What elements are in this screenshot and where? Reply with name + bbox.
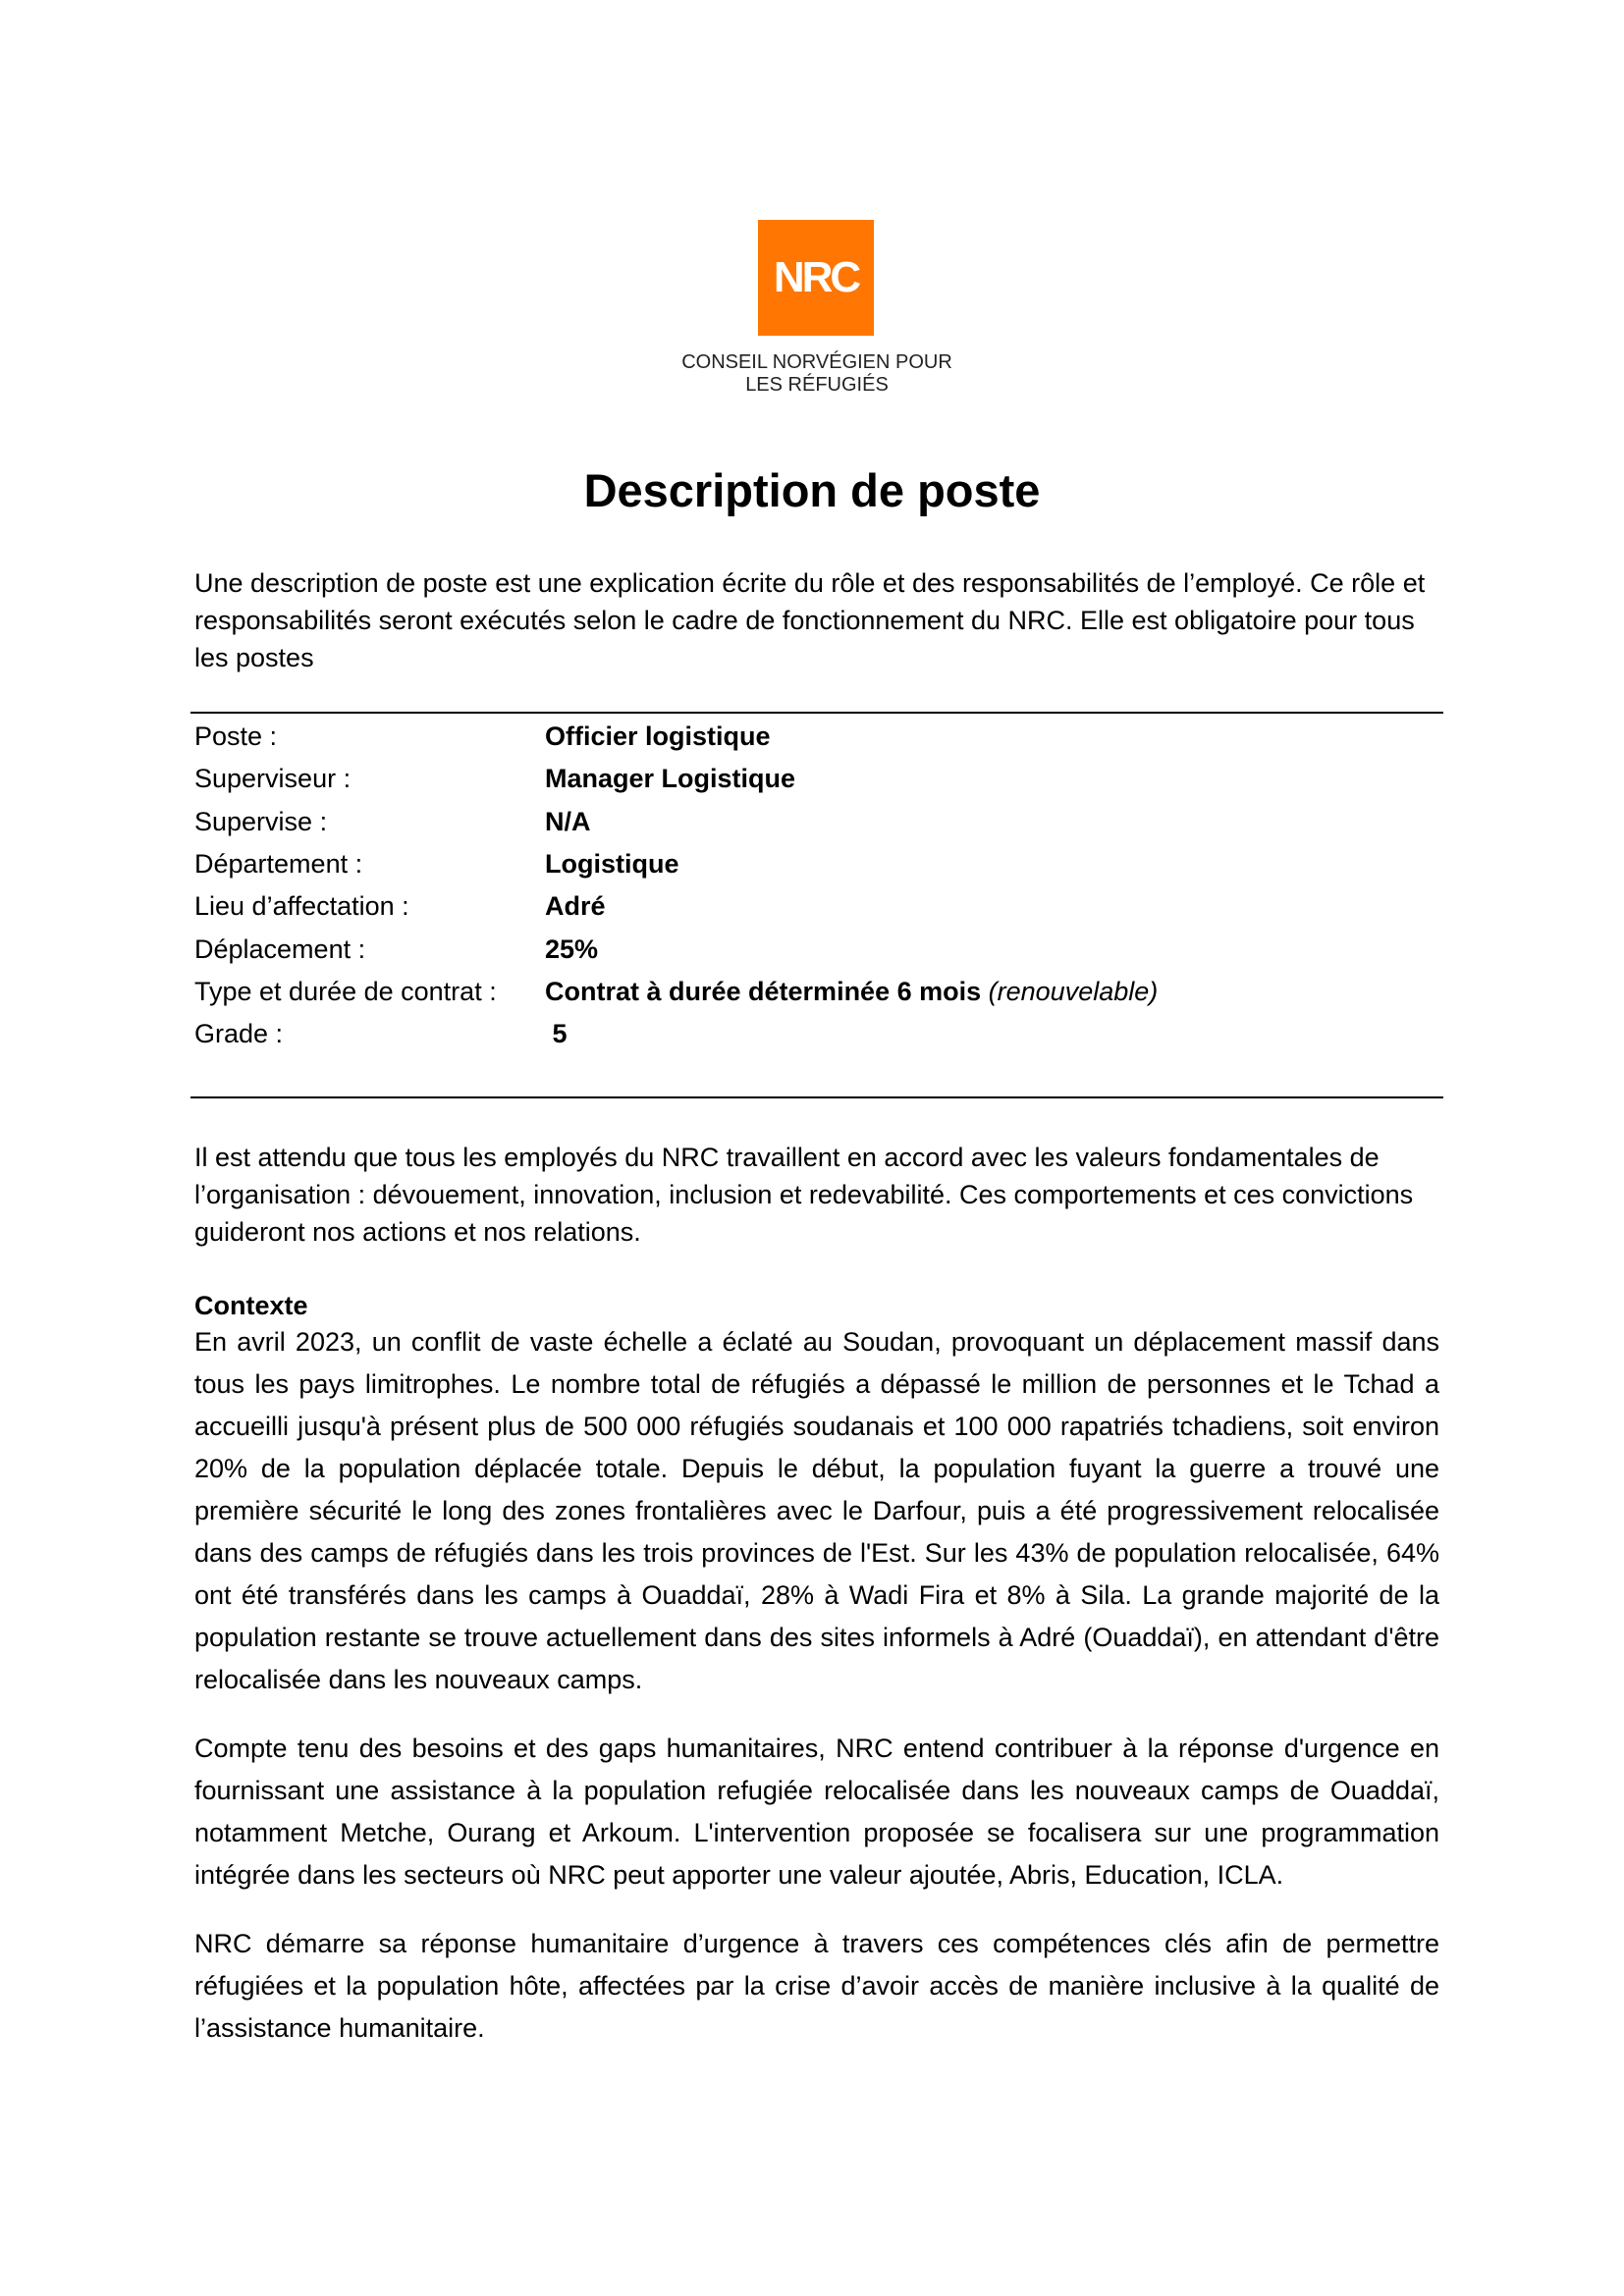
intro-paragraph: Une description de poste est une explication écrite du rôle et des responsabilités de l’employé. Ce rôle et responsabilités seront exécutés selon le cadre de fonctionnement du NRC. Elle est obligatoire pour tous les postes xyxy=(194,568,1426,672)
nrc-logo-text: NRC xyxy=(773,253,859,301)
nrc-logo xyxy=(758,220,874,336)
job-info-label: Déplacement : xyxy=(194,934,366,964)
divider-bottom xyxy=(190,1096,1443,1098)
contract-renewable-note: (renouvelable) xyxy=(988,976,1159,1006)
job-info-value: 25% xyxy=(545,934,599,964)
job-info-value: Adré xyxy=(545,891,606,922)
job-info-row-departement xyxy=(194,843,1441,885)
job-info-value: Logistique xyxy=(545,849,679,880)
job-info-row-deplacement xyxy=(194,928,1441,970)
job-info-value: Officier logistique xyxy=(545,721,771,752)
context-paragraph: Compte tenu des besoins et des gaps humanitaires, NRC entend contribuer à la réponse d'urgence en fournissant une assistance à la population refugiée relocalisée dans les nouveaux camps de Ouaddaï, notamment Metche, Ourang et Arkoum. L'intervention proposée se focalisera sur une programmation intégrée dans les secteurs où NRC peut apporter une valeur ajoutée, Abris, Education, ICLA. xyxy=(194,1734,1439,1890)
organization-name-line2: LES RÉFUGIÉS xyxy=(745,374,889,396)
organization-name-line1: CONSEIL NORVÉGIEN POUR xyxy=(681,351,952,373)
context-paragraph: En avril 2023, un conflit de vaste échelle a éclaté au Soudan, provoquant un déplacement massif dans tous les pays limitrophes. Le nombre total de réfugiés a dépassé le million de personnes et le Tchad a accueilli jusqu'à présent plus de 500 000 réfugiés soudanais et 100 000 rapatriés tchadiens, soit environ 20% de la population déplacée totale. Depuis le début, la population fuyant la guerre a trouvé une première sécurité le long des zones frontalières avec le Darfour, puis a été progressivement relocalisée dans des camps de réfugiés dans les trois provinces de l'Est. Sur les 43% de population relocalisée, 64% ont été transférés dans les camps à Ouaddaï, 28% à Wadi Fira et 8% à Sila. La grande majorité de la population restante se trouve actuellement dans des sites informels à Adré (Ouaddaï), en attendant d'être relocalisée dans les nouveaux camps. xyxy=(194,1327,1439,1694)
job-info-value xyxy=(545,977,1158,1007)
job-info-label: Superviseur : xyxy=(194,764,352,794)
page-title: Description de poste xyxy=(583,464,1041,516)
job-info-value: Manager Logistique xyxy=(545,764,796,794)
job-info-value: 5 xyxy=(545,1019,568,1049)
organization-name xyxy=(616,351,1018,397)
job-info-label: Supervise : xyxy=(194,806,328,836)
values-paragraph: Il est attendu que tous les employés du NRC travaillent en accord avec les valeurs fondamentales de l’organisation : dévouement, innovation, inclusion et redevabilité. Ces comportements et ces convictions guideront nos actions et nos relations. xyxy=(194,1143,1414,1247)
divider-top xyxy=(190,712,1443,714)
section-heading-contexte: Contexte xyxy=(194,1291,308,1320)
job-info-label: Type et durée de contrat : xyxy=(194,976,497,1006)
contract-type-value: Contrat à durée déterminée 6 mois xyxy=(545,976,982,1006)
job-info-label: Département : xyxy=(194,849,363,880)
job-info-label: Lieu d’affectation : xyxy=(194,891,409,922)
job-info-row-supervise xyxy=(194,801,1441,843)
job-info-row-poste xyxy=(194,716,1441,758)
job-info-label: Grade : xyxy=(194,1019,284,1049)
job-info-table xyxy=(194,716,1441,1055)
job-info-value: N/A xyxy=(545,806,591,836)
job-info-row-lieu xyxy=(194,885,1441,928)
job-info-row-grade xyxy=(194,1013,1441,1055)
job-info-label: Poste : xyxy=(194,721,278,752)
job-info-row-superviseur xyxy=(194,758,1441,800)
context-paragraph: NRC démarre sa réponse humanitaire d’urgence à travers ces compétences clés afin de permettre réfugiées et la population hôte, affectées par la crise d’avoir accès de manière inclusive à la qualité de l’assistance humanitaire. xyxy=(194,1929,1439,2043)
job-info-row-contrat xyxy=(194,971,1441,1013)
